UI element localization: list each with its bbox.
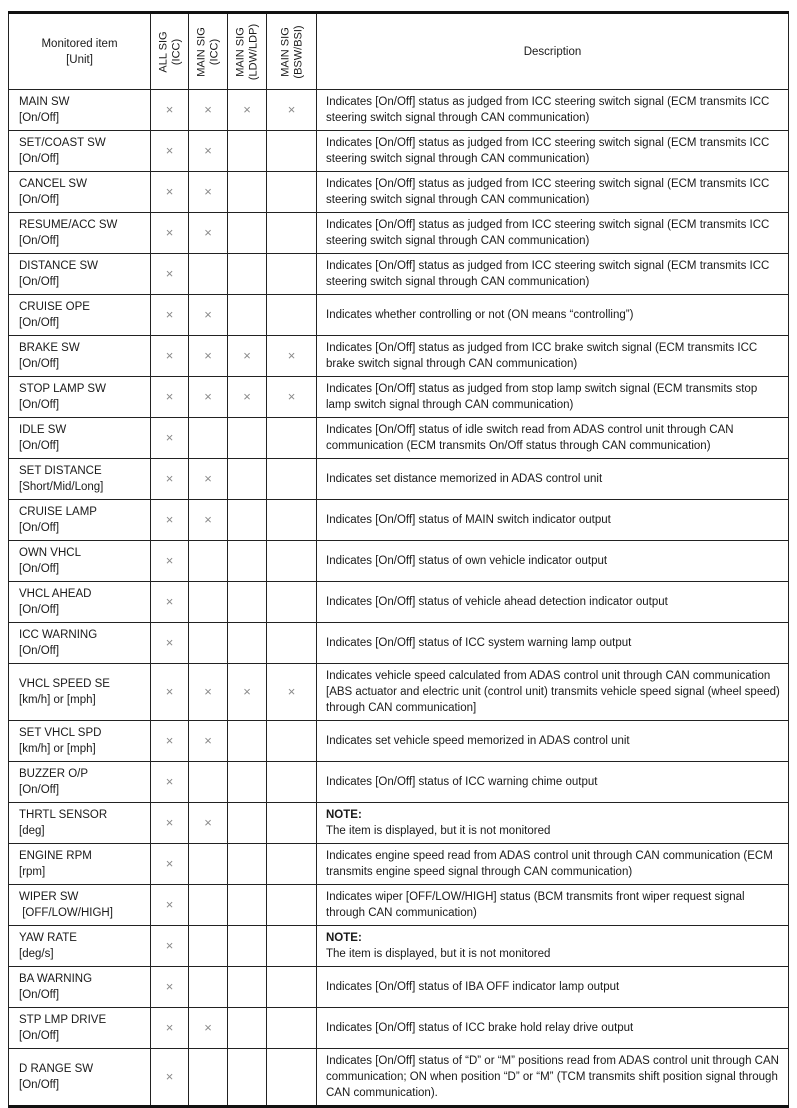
sig-cell-main-sig-bsw-bsi xyxy=(267,582,317,623)
sig-cell-main-sig-bsw-bsi: × xyxy=(267,336,317,377)
sig-cell-main-sig-ldw-ldp xyxy=(228,213,267,254)
item-name: SET DISTANCE xyxy=(19,465,102,477)
sig-cell-all-sig-icc: × xyxy=(151,721,189,762)
monitored-item-cell xyxy=(9,90,151,131)
sig-cell-main-sig-ldw-ldp xyxy=(228,926,267,967)
table-row xyxy=(9,762,789,803)
table-row xyxy=(9,90,789,131)
item-unit: [On/Off] xyxy=(19,194,60,206)
sig-header-main-sig-bsw-bsi xyxy=(267,13,317,90)
sig-cell-main-sig-icc: × xyxy=(189,664,228,721)
item-name: CANCEL SW xyxy=(19,178,87,190)
sig-cell-main-sig-bsw-bsi xyxy=(267,623,317,664)
description-text: Indicates [On/Off] status of vehicle ahead detection indicator output xyxy=(326,596,668,608)
sig-cell-all-sig-icc: × xyxy=(151,254,189,295)
description-text: Indicates [On/Off] status of MAIN switch indicator output xyxy=(326,514,611,526)
column-stub xyxy=(266,1072,267,1085)
item-unit: [On/Off] xyxy=(19,522,60,534)
item-unit: [On/Off] xyxy=(19,784,60,796)
sig-cell-main-sig-ldw-ldp xyxy=(228,418,267,459)
description-cell xyxy=(317,967,789,1008)
item-unit: [On/Off] xyxy=(19,358,60,370)
sig-cell-main-sig-icc xyxy=(189,418,228,459)
monitored-item-cell xyxy=(9,418,151,459)
monitored-item-cell xyxy=(9,213,151,254)
sig-cell-main-sig-ldw-ldp: × xyxy=(228,90,267,131)
sig-cell-main-sig-bsw-bsi xyxy=(267,131,317,172)
description-text: Indicates [On/Off] status of ICC brake hold relay drive output xyxy=(326,1022,634,1034)
item-unit: [On/Off] xyxy=(19,604,60,616)
sig-cell-main-sig-bsw-bsi xyxy=(267,459,317,500)
sig-cell-main-sig-ldw-ldp xyxy=(228,885,267,926)
description-text: Indicates wiper [OFF/LOW/HIGH] status (BCM transmits front wiper request signal through CAN communication) xyxy=(326,891,745,919)
sig-cell-main-sig-ldw-ldp: × xyxy=(228,377,267,418)
monitored-item-cell xyxy=(9,1008,151,1049)
table-row xyxy=(9,377,789,418)
item-name: BA WARNING xyxy=(19,973,93,985)
item-unit: [On/Off] xyxy=(19,399,60,411)
monitored-item-cell xyxy=(9,885,151,926)
sig-cell-main-sig-bsw-bsi xyxy=(267,885,317,926)
item-unit: [On/Off] xyxy=(19,276,60,288)
item-unit: [On/Off] xyxy=(19,989,60,1001)
description-cell xyxy=(317,926,789,967)
sig-cell-main-sig-icc: × xyxy=(189,172,228,213)
monitored-item-header xyxy=(9,13,151,90)
monitored-item-cell xyxy=(9,500,151,541)
description-cell xyxy=(317,295,789,336)
table-row xyxy=(9,541,789,582)
data-monitor-table xyxy=(8,11,789,1108)
description-cell xyxy=(317,418,789,459)
table-header xyxy=(9,13,789,90)
item-unit: [On/Off] xyxy=(19,563,60,575)
column-stub xyxy=(188,1072,189,1085)
sig-cell-all-sig-icc: × xyxy=(151,213,189,254)
monitored-item-cell xyxy=(9,926,151,967)
description-cell xyxy=(317,885,789,926)
table-row xyxy=(9,582,789,623)
item-name: BUZZER O/P xyxy=(19,768,89,780)
item-unit: [On/Off] xyxy=(19,153,60,165)
description-cell xyxy=(317,172,789,213)
sig-cell-main-sig-bsw-bsi xyxy=(267,1008,317,1049)
description-text: Indicates set vehicle speed memorized in ADAS control unit xyxy=(326,735,630,747)
sig-cell-main-sig-icc: × xyxy=(189,295,228,336)
sig-cell-main-sig-icc xyxy=(189,582,228,623)
monitored-item-header-line2: [Unit] xyxy=(66,53,93,66)
sig-cell-main-sig-icc xyxy=(189,254,228,295)
item-unit: [deg] xyxy=(19,825,45,837)
sig-cell-main-sig-bsw-bsi: × xyxy=(267,664,317,721)
sig-cell-main-sig-bsw-bsi: × xyxy=(267,377,317,418)
sig-cell-main-sig-bsw-bsi xyxy=(267,172,317,213)
monitored-item-cell xyxy=(9,254,151,295)
sig-cell-all-sig-icc: × xyxy=(151,459,189,500)
page-break-column-stubs xyxy=(8,1072,788,1085)
item-name: SET VHCL SPD xyxy=(19,727,102,739)
sig-cell-main-sig-icc: × xyxy=(189,90,228,131)
item-unit: [On/Off] xyxy=(19,440,60,452)
sig-header-all-sig-icc-label: ALL SIG (ICC) xyxy=(157,30,182,73)
sig-cell-main-sig-icc: × xyxy=(189,803,228,844)
item-name: RESUME/ACC SW xyxy=(19,219,118,231)
description-cell xyxy=(317,336,789,377)
description-text: Indicates engine speed read from ADAS control unit through CAN communication (ECM transmits engine speed signal through CAN communication) xyxy=(326,850,773,878)
sig-header-main-sig-icc-label: MAIN SIG (ICC) xyxy=(195,26,220,77)
item-name: STOP LAMP SW xyxy=(19,383,106,395)
sig-cell-main-sig-icc xyxy=(189,762,228,803)
item-unit: [On/Off] xyxy=(19,317,60,329)
item-unit: [Short/Mid/Long] xyxy=(19,481,104,493)
table-row xyxy=(9,254,789,295)
table-row xyxy=(9,336,789,377)
sig-cell-main-sig-bsw-bsi xyxy=(267,762,317,803)
monitored-item-cell xyxy=(9,295,151,336)
description-cell xyxy=(317,254,789,295)
description-text: Indicates [On/Off] status of idle switch read from ADAS control unit through CAN communication (ECM transmits On/Off status through CAN communication) xyxy=(326,424,734,452)
sig-cell-main-sig-ldw-ldp xyxy=(228,172,267,213)
description-text: The item is displayed, but it is not monitored xyxy=(326,825,551,837)
sig-cell-all-sig-icc: × xyxy=(151,131,189,172)
item-name: ENGINE RPM xyxy=(19,850,92,862)
sig-cell-main-sig-ldw-ldp xyxy=(228,295,267,336)
sig-header-main-sig-ldw-ldp xyxy=(228,13,267,90)
sig-cell-main-sig-ldw-ldp: × xyxy=(228,336,267,377)
sig-cell-main-sig-bsw-bsi xyxy=(267,721,317,762)
sig-cell-main-sig-ldw-ldp xyxy=(228,623,267,664)
item-name: CRUISE LAMP xyxy=(19,506,97,518)
sig-cell-all-sig-icc: × xyxy=(151,885,189,926)
item-name: CRUISE OPE xyxy=(19,301,90,313)
description-cell xyxy=(317,721,789,762)
sig-cell-main-sig-icc xyxy=(189,926,228,967)
monitored-item-cell xyxy=(9,803,151,844)
sig-cell-main-sig-icc: × xyxy=(189,1008,228,1049)
item-name: THRTL SENSOR xyxy=(19,809,108,821)
sig-cell-all-sig-icc: × xyxy=(151,1049,189,1107)
column-stub xyxy=(150,1072,151,1085)
item-unit: [deg/s] xyxy=(19,948,54,960)
item-name: VHCL SPEED SE xyxy=(19,678,110,690)
table-row xyxy=(9,803,789,844)
sig-cell-main-sig-ldw-ldp xyxy=(228,844,267,885)
description-cell xyxy=(317,1008,789,1049)
sig-cell-all-sig-icc: × xyxy=(151,336,189,377)
item-name: IDLE SW xyxy=(19,424,67,436)
sig-cell-main-sig-ldw-ldp xyxy=(228,803,267,844)
description-cell xyxy=(317,623,789,664)
monitored-item-cell xyxy=(9,762,151,803)
monitored-item-cell xyxy=(9,967,151,1008)
table-row xyxy=(9,623,789,664)
item-name: YAW RATE xyxy=(19,932,77,944)
table-row xyxy=(9,418,789,459)
sig-cell-main-sig-bsw-bsi xyxy=(267,967,317,1008)
monitored-item-cell xyxy=(9,541,151,582)
sig-cell-main-sig-bsw-bsi: × xyxy=(267,90,317,131)
item-name: STP LMP DRIVE xyxy=(19,1014,107,1026)
sig-cell-main-sig-icc: × xyxy=(189,500,228,541)
description-cell xyxy=(317,844,789,885)
monitored-item-cell xyxy=(9,582,151,623)
item-name: SET/COAST SW xyxy=(19,137,106,149)
item-unit: [km/h] or [mph] xyxy=(19,694,96,706)
item-unit: [On/Off] xyxy=(19,645,60,657)
note-label: NOTE: xyxy=(326,809,362,821)
table-row xyxy=(9,721,789,762)
table-row xyxy=(9,459,789,500)
header-row xyxy=(9,13,789,90)
description-text: Indicates [On/Off] status of ICC system warning lamp output xyxy=(326,637,632,649)
sig-cell-main-sig-ldw-ldp: × xyxy=(228,664,267,721)
item-name: WIPER SW xyxy=(19,891,79,903)
sig-cell-main-sig-bsw-bsi xyxy=(267,500,317,541)
sig-cell-all-sig-icc: × xyxy=(151,926,189,967)
sig-cell-main-sig-bsw-bsi xyxy=(267,213,317,254)
table-row xyxy=(9,967,789,1008)
sig-cell-main-sig-bsw-bsi xyxy=(267,844,317,885)
monitored-item-cell xyxy=(9,131,151,172)
sig-cell-main-sig-icc: × xyxy=(189,459,228,500)
description-text: Indicates [On/Off] status as judged from ICC steering switch signal (ECM transmits ICC steering switch signal through CAN communication) xyxy=(326,260,770,288)
description-text: Indicates vehicle speed calculated from ADAS control unit through CAN communication [ABS actuator and electric unit (control unit) transmits vehicle speed signal (wheel speed) through CAN communication] xyxy=(326,670,780,714)
sig-cell-main-sig-ldw-ldp xyxy=(228,967,267,1008)
monitored-item-cell xyxy=(9,377,151,418)
description-text: Indicates [On/Off] status as judged from stop lamp switch signal (ECM transmits stop lamp switch signal through CAN communication) xyxy=(326,383,758,411)
sig-cell-main-sig-bsw-bsi xyxy=(267,254,317,295)
item-name: MAIN SW xyxy=(19,96,70,108)
sig-cell-main-sig-ldw-ldp xyxy=(228,1008,267,1049)
table-row xyxy=(9,664,789,721)
note-label: NOTE: xyxy=(326,932,362,944)
sig-cell-main-sig-bsw-bsi xyxy=(267,295,317,336)
sig-cell-main-sig-bsw-bsi xyxy=(267,926,317,967)
table-row xyxy=(9,213,789,254)
sig-cell-main-sig-ldw-ldp xyxy=(228,721,267,762)
description-cell xyxy=(317,582,789,623)
sig-cell-main-sig-ldw-ldp xyxy=(228,762,267,803)
sig-cell-all-sig-icc: × xyxy=(151,541,189,582)
table-row xyxy=(9,926,789,967)
description-cell xyxy=(317,803,789,844)
description-text: Indicates [On/Off] status as judged from ICC steering switch signal (ECM transmits ICC steering switch signal through CAN communication) xyxy=(326,137,770,165)
description-text: Indicates [On/Off] status of IBA OFF indicator lamp output xyxy=(326,981,620,993)
sig-cell-all-sig-icc: × xyxy=(151,418,189,459)
description-text: Indicates [On/Off] status as judged from ICC steering switch signal (ECM transmits ICC steering switch signal through CAN communication) xyxy=(326,178,770,206)
description-text: The item is displayed, but it is not monitored xyxy=(326,948,551,960)
item-name: D RANGE SW xyxy=(19,1063,94,1075)
description-text: Indicates [On/Off] status of “D” or “M” positions read from ADAS control unit through CAN communication; ON when position “D” or “M” (TCM transmits shift position signal through CAN communication). xyxy=(326,1055,779,1099)
table-row xyxy=(9,885,789,926)
sig-cell-all-sig-icc: × xyxy=(151,967,189,1008)
table-row xyxy=(9,295,789,336)
table-row xyxy=(9,172,789,213)
description-cell xyxy=(317,90,789,131)
monitored-item-cell xyxy=(9,623,151,664)
item-name: BRAKE SW xyxy=(19,342,80,354)
sig-cell-all-sig-icc: × xyxy=(151,90,189,131)
sig-cell-main-sig-icc: × xyxy=(189,377,228,418)
sig-cell-all-sig-icc: × xyxy=(151,172,189,213)
table-row xyxy=(9,131,789,172)
sig-cell-main-sig-icc: × xyxy=(189,131,228,172)
sig-cell-main-sig-ldw-ldp xyxy=(228,500,267,541)
item-name: VHCL AHEAD xyxy=(19,588,92,600)
sig-header-main-sig-bsw-bsi-label: MAIN SIG (BSW/BSI) xyxy=(279,24,304,79)
item-unit: [On/Off] xyxy=(19,235,60,247)
sig-cell-all-sig-icc: × xyxy=(151,762,189,803)
item-name: ICC WARNING xyxy=(19,629,98,641)
sig-cell-all-sig-icc: × xyxy=(151,582,189,623)
sig-cell-main-sig-ldw-ldp xyxy=(228,541,267,582)
sig-cell-main-sig-ldw-ldp xyxy=(228,459,267,500)
sig-cell-main-sig-bsw-bsi xyxy=(267,418,317,459)
description-cell xyxy=(317,213,789,254)
description-cell xyxy=(317,459,789,500)
monitored-item-cell xyxy=(9,721,151,762)
description-cell xyxy=(317,377,789,418)
sig-header-all-sig-icc xyxy=(151,13,189,90)
sig-cell-main-sig-icc: × xyxy=(189,721,228,762)
description-cell xyxy=(317,541,789,582)
item-unit: [On/Off] xyxy=(19,1030,60,1042)
description-text: Indicates [On/Off] status as judged from ICC brake switch signal (ECM transmits ICC brake switch signal through CAN communication) xyxy=(326,342,758,370)
sig-cell-main-sig-icc xyxy=(189,623,228,664)
sig-cell-main-sig-ldw-ldp xyxy=(228,131,267,172)
description-text: Indicates [On/Off] status as judged from ICC steering switch signal (ECM transmits ICC steering switch signal through CAN communication) xyxy=(326,219,770,247)
column-stub xyxy=(227,1072,228,1085)
item-unit: [km/h] or [mph] xyxy=(19,743,96,755)
sig-header-main-sig-ldw-ldp-label: MAIN SIG (LDW/LDP) xyxy=(234,23,259,80)
item-unit: [OFF/LOW/HIGH] xyxy=(19,907,113,919)
description-text: Indicates whether controlling or not (ON means “controlling”) xyxy=(326,309,634,321)
monitored-item-cell xyxy=(9,172,151,213)
sig-header-main-sig-icc xyxy=(189,13,228,90)
sig-cell-main-sig-ldw-ldp xyxy=(228,582,267,623)
item-unit: [rpm] xyxy=(19,866,46,878)
sig-cell-all-sig-icc: × xyxy=(151,1008,189,1049)
sig-cell-main-sig-bsw-bsi xyxy=(267,541,317,582)
monitored-item-cell xyxy=(9,459,151,500)
column-stub xyxy=(316,1072,317,1085)
table-body xyxy=(9,90,789,1107)
item-unit: [On/Off] xyxy=(19,1079,60,1091)
description-cell xyxy=(317,500,789,541)
table-row xyxy=(9,500,789,541)
sig-cell-all-sig-icc: × xyxy=(151,377,189,418)
item-name: OWN VHCL xyxy=(19,547,81,559)
description-cell xyxy=(317,762,789,803)
sig-cell-main-sig-icc xyxy=(189,541,228,582)
description-cell xyxy=(317,664,789,721)
monitored-item-cell xyxy=(9,336,151,377)
description-text: Indicates [On/Off] status as judged from ICC steering switch signal (ECM transmits ICC steering switch signal through CAN communication) xyxy=(326,96,770,124)
sig-cell-all-sig-icc: × xyxy=(151,295,189,336)
sig-cell-main-sig-bsw-bsi xyxy=(267,803,317,844)
sig-cell-main-sig-icc xyxy=(189,844,228,885)
description-text: Indicates [On/Off] status of ICC warning chime output xyxy=(326,776,598,788)
sig-cell-all-sig-icc: × xyxy=(151,844,189,885)
monitored-item-cell xyxy=(9,664,151,721)
sig-cell-main-sig-ldw-ldp xyxy=(228,254,267,295)
description-text: Indicates set distance memorized in ADAS control unit xyxy=(326,473,603,485)
table-row xyxy=(9,1008,789,1049)
sig-cell-main-sig-icc xyxy=(189,967,228,1008)
sig-cell-main-sig-icc: × xyxy=(189,336,228,377)
sig-cell-main-sig-icc xyxy=(189,885,228,926)
sig-cell-main-sig-icc: × xyxy=(189,213,228,254)
monitored-item-cell xyxy=(9,844,151,885)
description-cell xyxy=(317,131,789,172)
description-text: Indicates [On/Off] status of own vehicle indicator output xyxy=(326,555,608,567)
column-stub xyxy=(8,1072,9,1085)
sig-cell-all-sig-icc: × xyxy=(151,803,189,844)
item-unit: [On/Off] xyxy=(19,112,60,124)
sig-cell-all-sig-icc: × xyxy=(151,664,189,721)
monitored-item-header-line1: Monitored item xyxy=(41,37,118,50)
table-row xyxy=(9,844,789,885)
sig-cell-all-sig-icc: × xyxy=(151,623,189,664)
description-header: Description xyxy=(317,13,789,90)
sig-cell-all-sig-icc: × xyxy=(151,500,189,541)
item-name: DISTANCE SW xyxy=(19,260,99,272)
